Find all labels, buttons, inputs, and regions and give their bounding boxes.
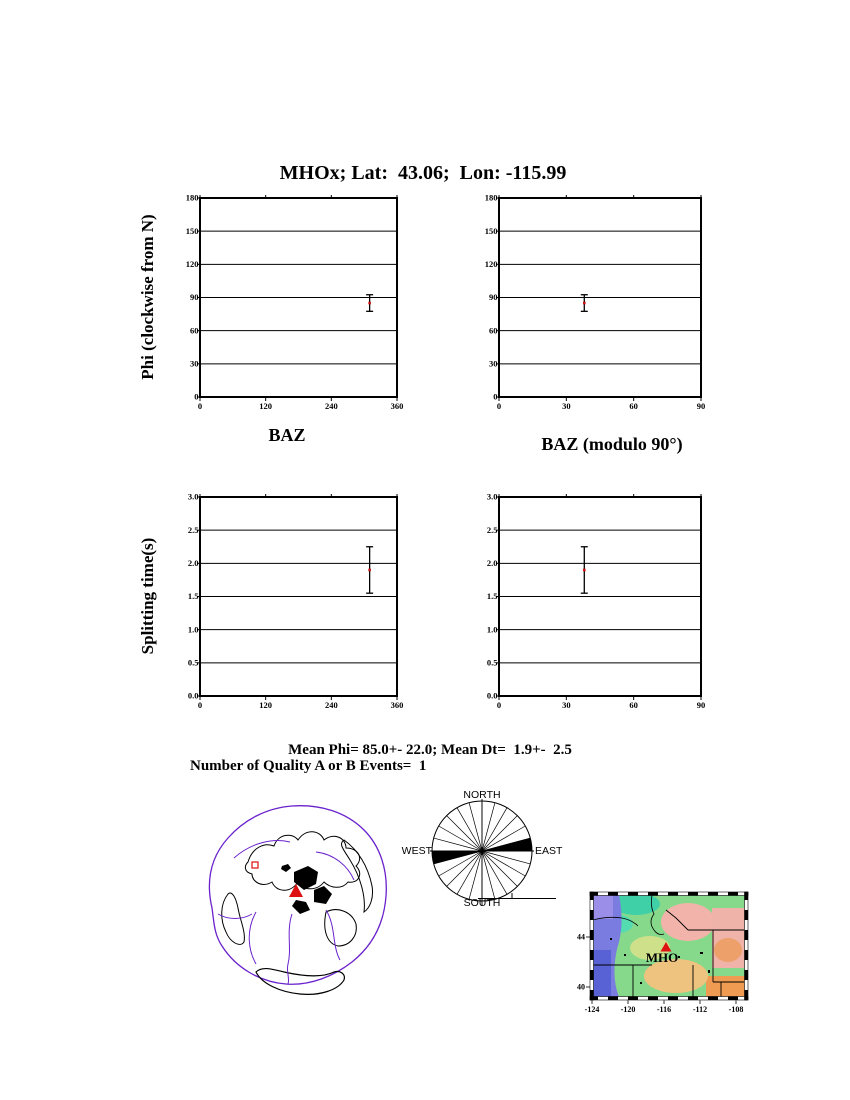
y-tick-label: 90 (489, 292, 498, 303)
plate-boundary-5 (316, 852, 354, 880)
coastline-blob-1 (294, 866, 318, 890)
plot-dt-vs-baz (188, 492, 404, 710)
data-point (368, 569, 371, 572)
map-frame-top (590, 892, 748, 896)
y-tick-label: 2.0 (486, 557, 498, 568)
x-tick-label: 30 (562, 700, 571, 710)
x-tick-label: 0 (197, 401, 203, 411)
map-frame-left (590, 892, 594, 1000)
map-y-tick-label: 40 (577, 982, 585, 992)
y-tick-label: 0.5 (486, 657, 498, 668)
plate-boundary-2 (249, 912, 256, 964)
rose-sector-line (469, 851, 482, 899)
data-point (368, 302, 371, 305)
map-x-tick-label: -120 (620, 1005, 636, 1014)
y-tick-label: 0 (194, 391, 199, 402)
rose-label-north: NORTH (463, 789, 501, 801)
plot-phi-vs-bazmod90 (485, 193, 706, 411)
map-frame-bottom (590, 997, 748, 1001)
y-tick-label: 90 (190, 292, 199, 303)
map-y-tick-label: 44 (577, 932, 585, 942)
y-tick-label: 1.5 (187, 591, 199, 602)
x-tick-label: 90 (696, 401, 706, 411)
event-marker (252, 862, 258, 868)
x-tick-label: 240 (324, 401, 338, 411)
coastline-blob-4 (281, 864, 291, 872)
mean-values-text: Mean Phi= 85.0+- 22.0; Mean Dt= 1.9+- 2.5 (288, 742, 572, 758)
y-tick-label: 1.0 (187, 624, 199, 635)
y-axis-label-phi: Phi (clockwise from N) (138, 214, 157, 380)
rose-sector-line (482, 851, 495, 899)
x-tick-label: 120 (259, 700, 273, 710)
x-tick-label: 0 (496, 700, 502, 710)
x-tick-label: 120 (259, 401, 273, 411)
rose-sector-line (469, 803, 482, 851)
y-tick-label: 0.0 (486, 690, 498, 701)
rose-sector-line (482, 803, 495, 851)
coastline-blob-3 (292, 900, 310, 914)
plate-boundary-4 (234, 841, 290, 858)
rose-fast-direction-wedge (482, 838, 532, 851)
y-tick-label: 3.0 (486, 491, 498, 502)
plot-dt-vs-bazmod90 (487, 492, 705, 710)
event-count-text: Number of Quality A or B Events= 1 (190, 758, 427, 774)
y-tick-label: 30 (190, 358, 199, 369)
rose-label-south: SOUTH (463, 897, 501, 909)
y-tick-label: 60 (190, 325, 199, 336)
map-x-tick-label: -116 (656, 1005, 672, 1014)
map-x-tick-label: -108 (728, 1005, 744, 1014)
x-tick-label: 60 (629, 401, 638, 411)
x-tick-label: 360 (390, 700, 404, 710)
y-tick-label: 180 (484, 192, 498, 203)
x-axis-label-baz: BAZ (268, 425, 306, 445)
y-tick-label: 30 (489, 358, 498, 369)
x-axis-label-baz-mod: BAZ (modulo 90°) (541, 434, 683, 454)
data-point (583, 302, 586, 305)
coastline-blob-2 (314, 886, 332, 904)
plate-boundary-3 (326, 910, 340, 960)
y-tick-label: 60 (489, 325, 498, 336)
y-tick-label: 1.0 (486, 624, 498, 635)
rose-label-west: WEST (401, 845, 432, 857)
x-tick-label: 360 (390, 401, 404, 411)
y-tick-label: 2.0 (187, 557, 199, 568)
x-tick-label: 0 (496, 401, 502, 411)
x-tick-label: 60 (629, 700, 638, 710)
y-tick-label: 3.0 (187, 491, 199, 502)
x-tick-label: 240 (324, 700, 338, 710)
y-tick-label: 0.0 (187, 690, 199, 701)
y-tick-label: 0.5 (187, 657, 199, 668)
data-point (583, 569, 586, 572)
y-tick-label: 120 (484, 258, 498, 269)
plot-phi-vs-baz (186, 193, 404, 411)
map-terrain (593, 893, 745, 997)
y-tick-label: 2.5 (187, 524, 199, 535)
rose-fast-direction-wedge (432, 851, 482, 864)
y-tick-label: 2.5 (486, 524, 498, 535)
rose-sector-line (434, 838, 482, 851)
station-label: MHO (645, 950, 679, 965)
map-frame-right (745, 892, 749, 1000)
y-axis-label-dt: Splitting time(s) (138, 537, 157, 655)
y-tick-label: 150 (484, 225, 498, 236)
map-x-tick-label: -112 (692, 1005, 708, 1014)
plate-boundary-6 (218, 914, 252, 919)
x-tick-label: 90 (696, 700, 706, 710)
page-title: MHOx; Lat: 43.06; Lon: -115.99 (279, 162, 567, 184)
map-x-tick-label: -124 (584, 1005, 600, 1014)
y-tick-label: 0 (493, 391, 498, 402)
y-tick-label: 180 (185, 192, 199, 203)
rose-sector-line (482, 851, 530, 864)
y-tick-label: 150 (185, 225, 199, 236)
y-tick-label: 120 (185, 258, 199, 269)
x-tick-label: 30 (562, 401, 571, 411)
coastline-greenland (342, 840, 373, 912)
x-tick-label: 0 (197, 700, 203, 710)
globe-map (198, 796, 398, 1006)
coastline-africa (325, 910, 357, 946)
y-tick-label: 1.5 (486, 591, 498, 602)
rose-label-east: EAST (535, 845, 563, 857)
topo-map (572, 888, 752, 1020)
